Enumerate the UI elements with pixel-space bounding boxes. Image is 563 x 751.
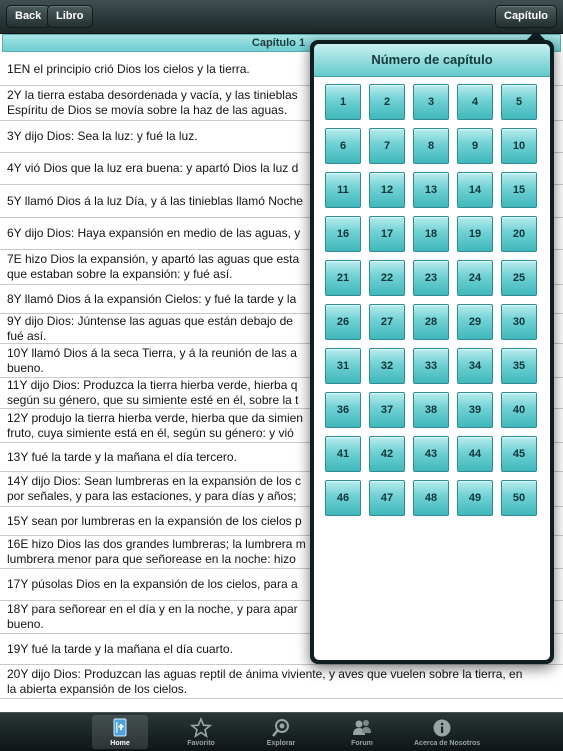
chapter-button[interactable]: 1	[325, 84, 361, 120]
chapter-button[interactable]: 43	[413, 436, 449, 472]
libro-button[interactable]: Libro	[47, 5, 93, 28]
chapter-button[interactable]: 8	[413, 128, 449, 164]
chapter-button[interactable]: 35	[501, 348, 537, 384]
chapter-button[interactable]: 2	[369, 84, 405, 120]
verse-text: 15Y sean por lumbreras en la expansión de los cielos p	[7, 513, 302, 528]
chapter-button[interactable]: 5	[501, 84, 537, 120]
verse-text: 11Y dijo Dios: Produzca la tierra hierba verde, hierba q según su género, que su simiente esté en él, sobre la t	[7, 378, 299, 407]
chapter-picker-title: Número de capítulo	[314, 44, 550, 77]
verse-text: 7E hizo Dios la expansión, y apartó las aguas que esta que estaban sobre la expansión: y fué así.	[7, 252, 300, 281]
chapter-button[interactable]: 47	[369, 480, 405, 516]
chapter-button[interactable]: 31	[325, 348, 361, 384]
explore-icon	[253, 717, 309, 739]
chapter-button[interactable]: 13	[413, 172, 449, 208]
chapter-button[interactable]: 25	[501, 260, 537, 296]
chapter-picker-panel	[314, 44, 550, 660]
chapter-button[interactable]: 3	[413, 84, 449, 120]
verse-text: 16E hizo Dios las dos grandes lumbreras; la lumbrera m lumbrera menor para que señorease en la noche: hizo	[7, 537, 306, 566]
chapter-button[interactable]: 24	[457, 260, 493, 296]
chapter-button[interactable]: 41	[325, 436, 361, 472]
chapter-button[interactable]: 26	[325, 304, 361, 340]
people-icon	[334, 717, 390, 739]
chapter-button[interactable]: 29	[457, 304, 493, 340]
star-icon	[173, 717, 229, 739]
verse-text: 2Y la tierra estaba desordenada y vacía, y las tinieblas Espíritu de Dios se movía sobre la haz de las aguas.	[7, 88, 298, 117]
verse-text: 6Y dijo Dios: Haya expansión en medio de las aguas, y	[7, 226, 301, 240]
verse-text: 17Y púsolas Dios en la expansión de los cielos, para a	[7, 577, 298, 591]
verse-text: 12Y produjo la tierra hierba verde, hierba que da simien fruto, cuya simiente está en él, según su género: y vió	[7, 410, 303, 440]
verse-text: 20Y dijo Dios: Produzcan las aguas reptil de ánima viviente, y aves que vuelen sobre la tierra, en la abierta expansión de los cielos.	[7, 666, 523, 696]
chapter-button[interactable]: 4	[457, 84, 493, 120]
tab-home[interactable]	[92, 715, 148, 749]
chapter-button[interactable]: 7	[369, 128, 405, 164]
chapter-button[interactable]: 15	[501, 172, 537, 208]
tab-acerca[interactable]	[414, 715, 481, 749]
chapter-button[interactable]: 50	[501, 480, 537, 516]
verse-text: 13Y fué la tarde y la mañana el día tercero.	[7, 449, 237, 464]
chapter-button[interactable]: 22	[369, 260, 405, 296]
chapter-button[interactable]: 10	[501, 128, 537, 164]
chapter-button[interactable]: 23	[413, 260, 449, 296]
verse-text: 19Y fué la tarde y la mañana el día cuarto.	[7, 641, 233, 656]
tab-forum-label: Forum	[351, 740, 373, 747]
chapter-button[interactable]: 11	[325, 172, 361, 208]
top-navigation-bar	[0, 0, 563, 34]
verse-text: 3Y dijo Dios: Sea la luz: y fué la luz.	[7, 129, 198, 143]
book-icon	[92, 717, 148, 739]
verse-row[interactable]	[0, 665, 563, 699]
capitulo-button[interactable]: Capítulo	[495, 5, 557, 28]
chapter-button[interactable]: 14	[457, 172, 493, 208]
chapter-button[interactable]: 39	[457, 392, 493, 428]
verse-text: 10Y llamó Dios á la seca Tierra, y á la reunión de las a bueno.	[7, 345, 297, 375]
chapter-button[interactable]: 49	[457, 480, 493, 516]
verse-text: 14Y dijo Dios: Sean lumbreras en la expansión de los c por señales, y para las estaciones, y para días y años;	[7, 474, 301, 503]
chapter-button[interactable]: 19	[457, 216, 493, 252]
chapter-button[interactable]: 42	[369, 436, 405, 472]
chapter-button[interactable]: 32	[369, 348, 405, 384]
tab-explorar[interactable]	[253, 715, 309, 749]
chapter-button[interactable]: 38	[413, 392, 449, 428]
chapter-button[interactable]: 33	[413, 348, 449, 384]
verse-text: 4Y vió Dios que la luz era buena: y apartó Dios la luz d	[7, 161, 299, 175]
verse-text: 8Y llamó Dios á la expansión Cielos: y fué la tarde y la	[7, 291, 297, 306]
chapter-button[interactable]: 28	[413, 304, 449, 340]
chapter-button[interactable]: 16	[325, 216, 361, 252]
chapter-button[interactable]: 34	[457, 348, 493, 384]
tab-acerca-label: Acerca de Nosotros	[414, 740, 481, 747]
tab-explorar-label: Explorar	[266, 740, 296, 747]
chapter-header-label: Capítulo 1	[251, 37, 306, 49]
info-icon	[414, 717, 470, 739]
chapter-button[interactable]: 30	[501, 304, 537, 340]
chapter-button[interactable]: 37	[369, 392, 405, 428]
chapter-button[interactable]: 46	[325, 480, 361, 516]
tab-home-label: Home	[110, 740, 130, 747]
chapter-button[interactable]: 12	[369, 172, 405, 208]
chapter-button[interactable]: 20	[501, 216, 537, 252]
chapter-grid	[325, 84, 547, 516]
bottom-tab-bar	[0, 712, 563, 751]
chapter-button[interactable]: 44	[457, 436, 493, 472]
chapter-button[interactable]: 9	[457, 128, 493, 164]
chapter-button[interactable]: 45	[501, 436, 537, 472]
back-button[interactable]: Back	[6, 5, 50, 28]
chapter-button[interactable]: 17	[369, 216, 405, 252]
chapter-button[interactable]: 40	[501, 392, 537, 428]
tab-forum[interactable]	[334, 715, 390, 749]
chapter-button[interactable]: 18	[413, 216, 449, 252]
verse-text: 18Y para señorear en el día y en la noche, y para apar bueno.	[7, 602, 298, 631]
tab-favorito[interactable]	[173, 715, 229, 749]
chapter-button[interactable]: 27	[369, 304, 405, 340]
verse-text: 1EN el principio crió Dios los cielos y la tierra.	[7, 62, 250, 76]
chapter-button[interactable]: 48	[413, 480, 449, 516]
chapter-button[interactable]: 21	[325, 260, 361, 296]
chapter-picker-popover	[310, 40, 554, 664]
verse-text: 5Y llamó Dios á la luz Día, y á las tinieblas llamó Noche	[7, 193, 303, 208]
tab-favorito-label: Favorito	[187, 740, 215, 747]
chapter-button[interactable]: 6	[325, 128, 361, 164]
chapter-button[interactable]: 36	[325, 392, 361, 428]
verse-text: 9Y dijo Dios: Júntense las aguas que están debajo de fué así.	[7, 314, 293, 343]
